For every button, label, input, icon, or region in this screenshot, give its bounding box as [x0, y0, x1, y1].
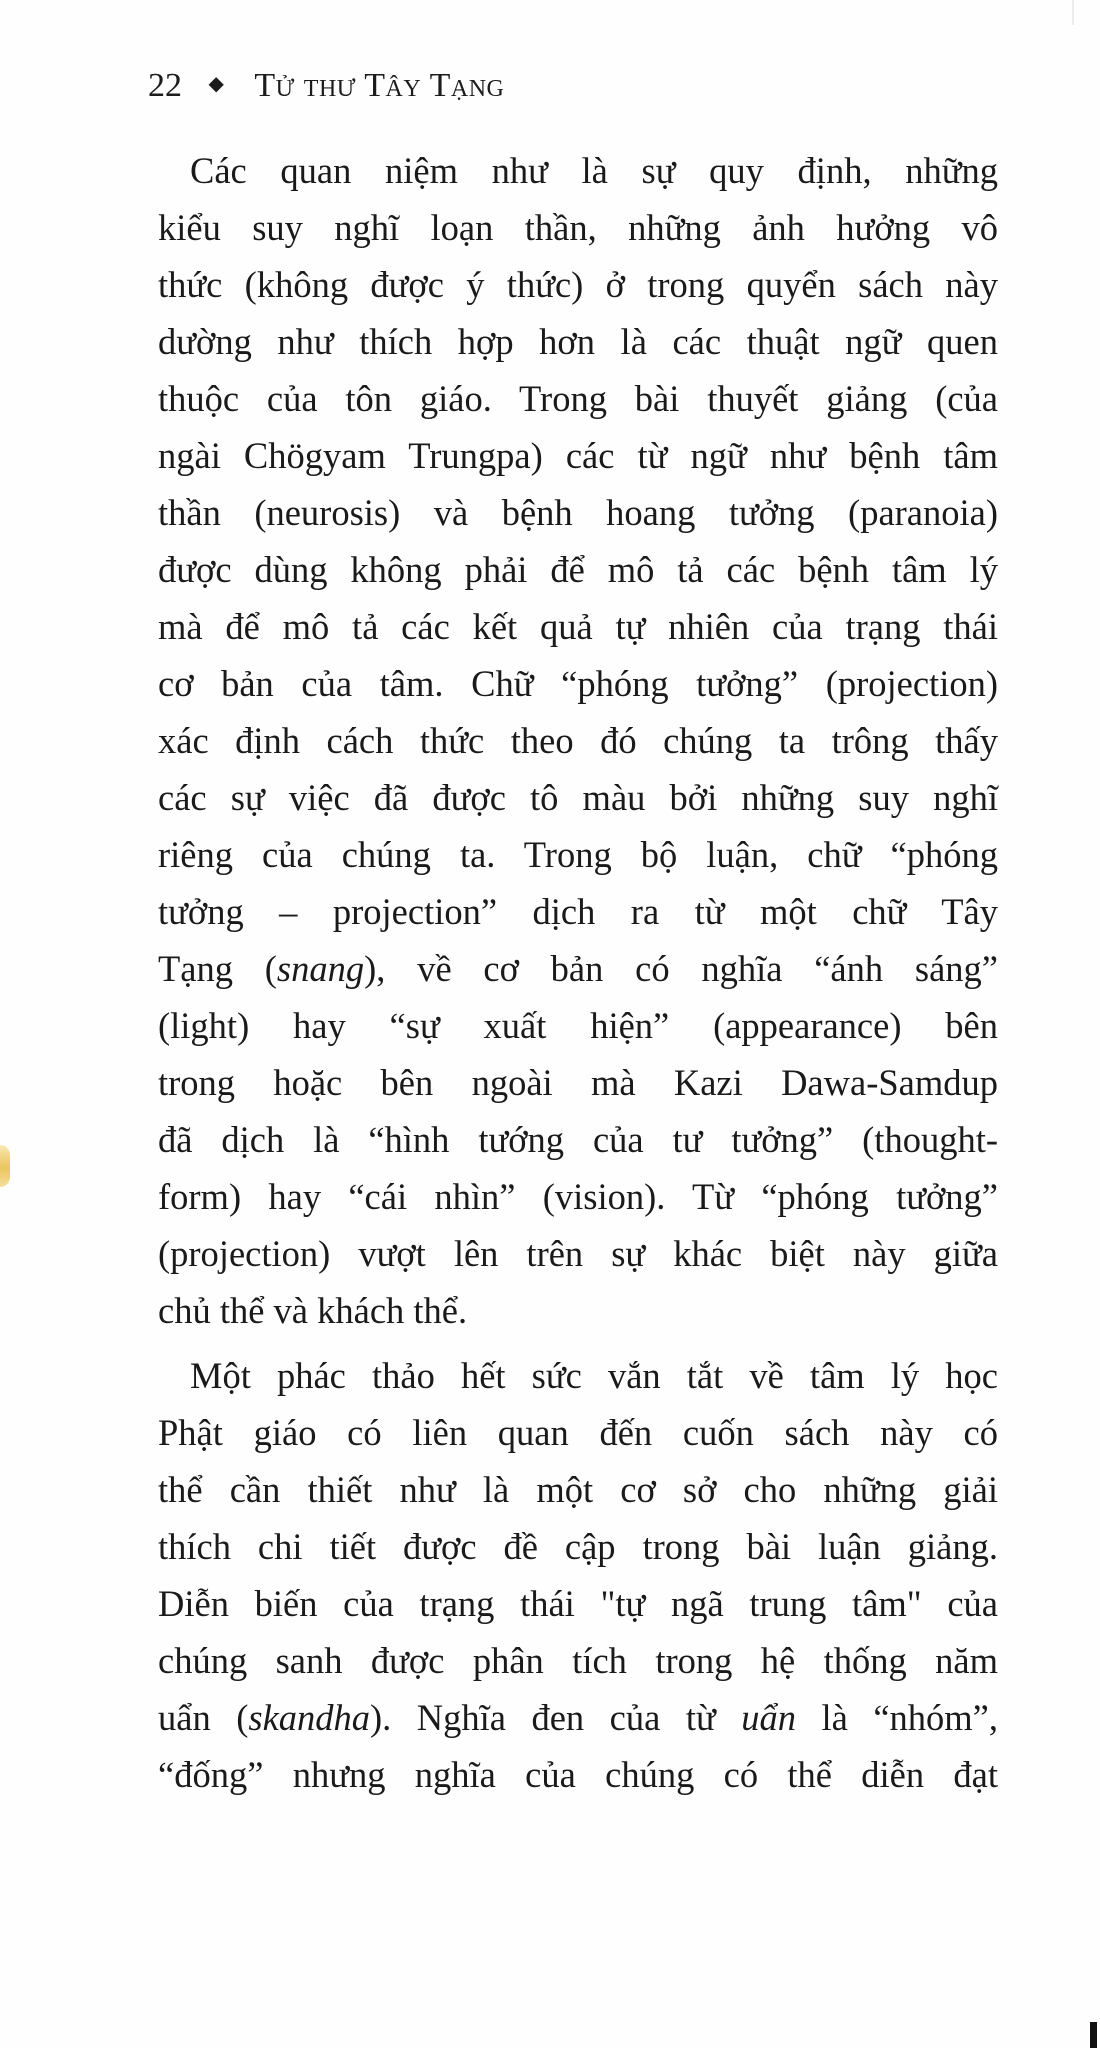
- book-title: Tử thư Tây Tạng: [254, 67, 505, 104]
- body-text: [158, 142, 998, 1803]
- text-line: thần (neurosis) và bệnh hoang tưởng (paranoia): [158, 492, 998, 533]
- text-line: riêng của chúng ta. Trong bộ luận, chữ “phóng: [158, 834, 998, 875]
- italic-term-skandha: skandha: [248, 1697, 371, 1738]
- text-line: thức (không được ý thức) ở trong quyển sách này: [158, 264, 998, 305]
- text-line: các sự việc đã được tô màu bởi những suy nghĩ: [158, 777, 998, 818]
- text-run: là “nhóm”,: [796, 1697, 998, 1738]
- scan-artifact-line: [1072, 0, 1074, 25]
- text-run: ), về cơ bản có nghĩa “ánh sáng”: [364, 948, 998, 989]
- text-line: “đống” nhưng nghĩa của chúng có thể diễn đạt: [158, 1754, 998, 1795]
- text-line: thích chi tiết được đề cập trong bài luận giảng.: [158, 1526, 998, 1567]
- paragraph-2: [158, 1347, 998, 1803]
- text-line: mà để mô tả các kết quả tự nhiên của trạng thái: [158, 606, 998, 647]
- text-line: xác định cách thức theo đó chúng ta trông thấy: [158, 720, 998, 761]
- text-line: trong hoặc bên ngoài mà Kazi Dawa-Samdup: [158, 1062, 998, 1103]
- paragraph-spacing: [158, 1339, 998, 1347]
- italic-term-uan: uẩn: [741, 1697, 796, 1738]
- text-run: ). Nghĩa đen của từ: [370, 1697, 742, 1738]
- text-line: kiểu suy nghĩ loạn thần, những ảnh hưởng vô: [158, 207, 998, 248]
- text-line: Các quan niệm như là sự quy định, những: [190, 150, 998, 191]
- text-line: [158, 940, 998, 997]
- text-line: Diễn biến của trạng thái "tự ngã trung tâm" của: [158, 1583, 998, 1624]
- text-line: thuộc của tôn giáo. Trong bài thuyết giảng (của: [158, 378, 998, 419]
- text-line: thể cần thiết như là một cơ sở cho những giải: [158, 1469, 998, 1510]
- italic-term-snang: snang: [276, 948, 365, 989]
- text-line: chúng sanh được phân tích trong hệ thống năm: [158, 1640, 998, 1681]
- running-header: [148, 60, 504, 110]
- text-line: được dùng không phải để mô tả các bệnh tâm lý: [158, 549, 998, 590]
- paragraph-1: [158, 142, 998, 1339]
- text-run: uẩn (: [158, 1697, 249, 1738]
- text-line: dường như thích hợp hơn là các thuật ngữ quen: [158, 321, 998, 362]
- text-line: form) hay “cái nhìn” (vision). Từ “phóng tưởng”: [158, 1176, 998, 1217]
- text-run: Tạng (: [158, 948, 277, 989]
- text-line: ngài Chögyam Trungpa) các từ ngữ như bệnh tâm: [158, 435, 998, 476]
- page-number: 22: [148, 67, 182, 104]
- text-line: [158, 1689, 998, 1746]
- diamond-bullet-icon: ◆: [208, 73, 224, 95]
- text-line: đã dịch là “hình tướng của tư tưởng” (thought-: [158, 1119, 998, 1160]
- text-line: Một phác thảo hết sức vắn tắt về tâm lý học: [190, 1355, 998, 1396]
- text-line: (light) hay “sự xuất hiện” (appearance) bên: [158, 1005, 998, 1046]
- page-edge-mark: [1090, 2022, 1097, 2048]
- text-line: chủ thể và khách thể.: [158, 1290, 468, 1331]
- text-line: cơ bản của tâm. Chữ “phóng tưởng” (projection): [158, 663, 998, 704]
- text-line: (projection) vượt lên trên sự khác biệt này giữa: [158, 1233, 998, 1274]
- text-line: Phật giáo có liên quan đến cuốn sách này có: [158, 1412, 998, 1453]
- page-edge-smudge: [0, 1145, 10, 1187]
- text-line: tưởng – projection” dịch ra từ một chữ Tây: [158, 891, 998, 932]
